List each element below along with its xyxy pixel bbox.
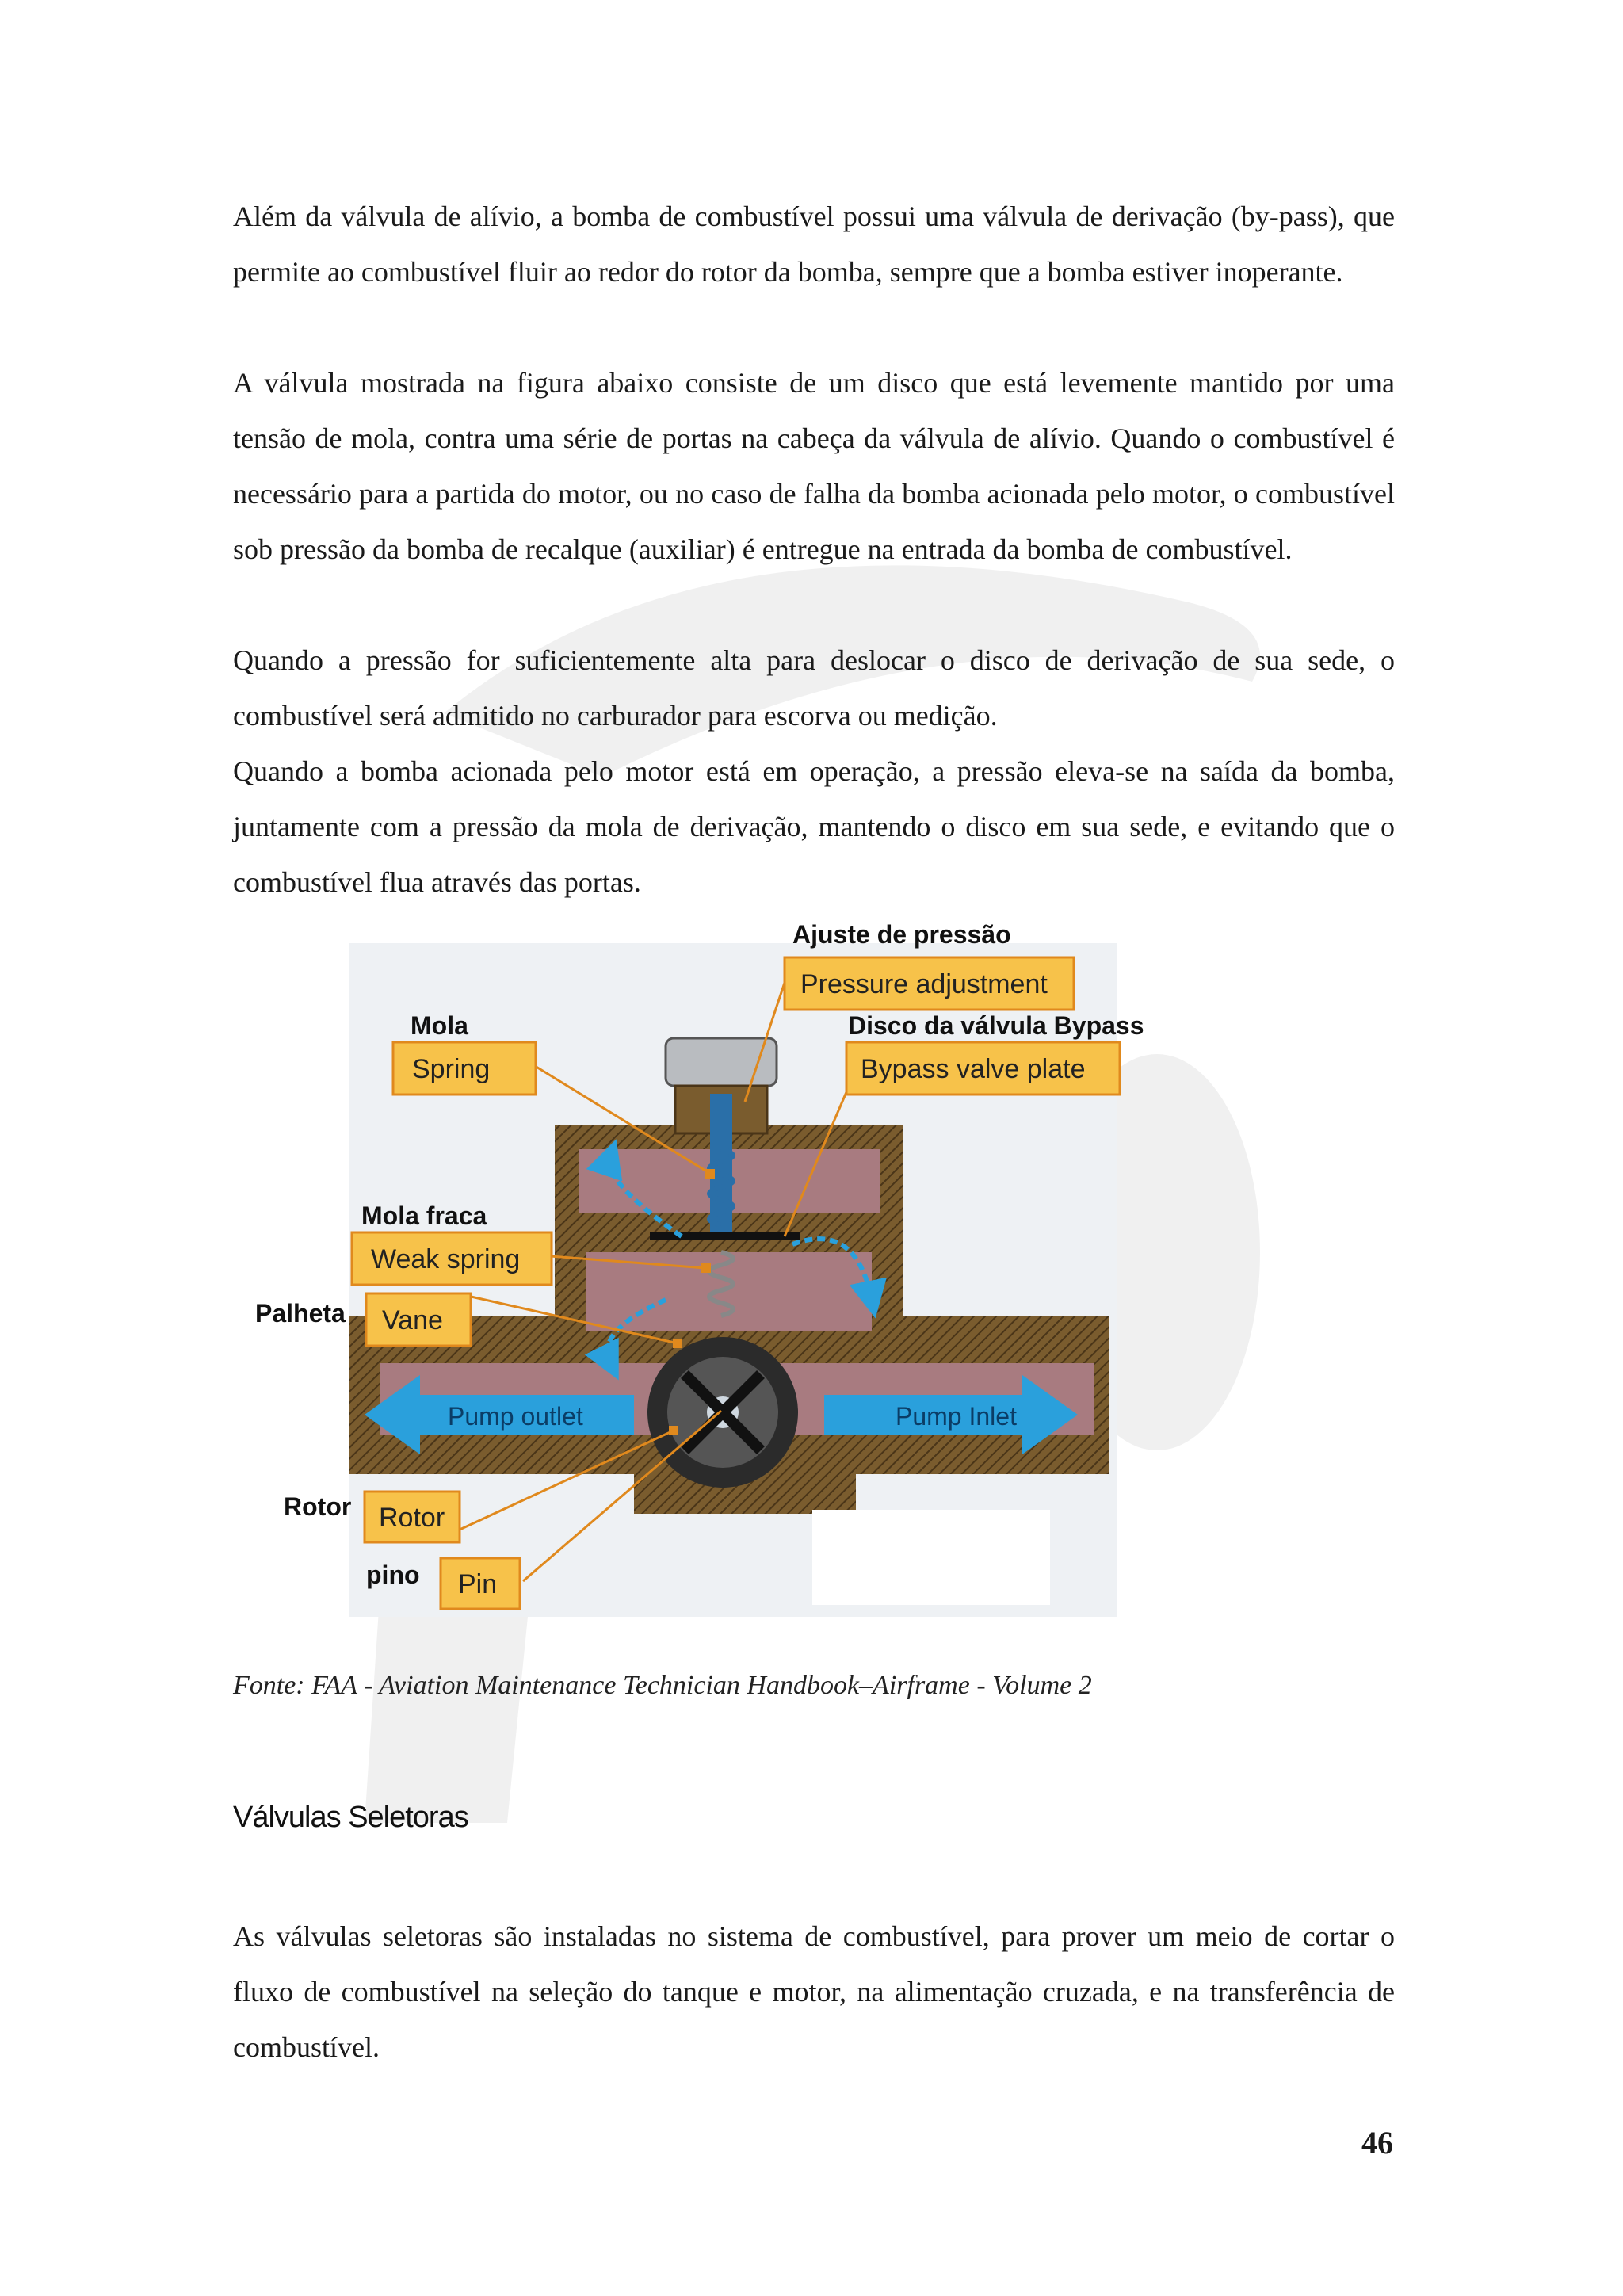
paragraph-selector-valves: As válvulas seletoras são instaladas no sistema de combustível, para prover um meio de cortar o fluxo de combustível na seleção do tanque e motor, na alimentação cruzada, e na transferência de combustível. — [233, 1920, 1395, 2063]
pump-rotor — [647, 1337, 798, 1488]
label-bypass-valve-plate — [846, 1011, 1144, 1095]
paragraph-pump-operation: Quando a bomba acionada pelo motor está em operação, a pressão eleva-se na saída da bomba, juntamente com a pressão da mola de derivação, mantendo o disco em sua sede, e evitando que o combustível flua através das portas. — [233, 755, 1395, 898]
svg-text:Palheta: Palheta — [255, 1299, 346, 1328]
svg-text:Mola fraca: Mola fraca — [361, 1201, 487, 1230]
svg-text:Ajuste de pressão: Ajuste de pressão — [792, 920, 1011, 949]
svg-text:Bypass valve plate: Bypass valve plate — [861, 1054, 1086, 1084]
blank-patch — [812, 1510, 1050, 1605]
svg-text:Vane: Vane — [382, 1305, 443, 1335]
page-number: 46 — [1361, 2125, 1393, 2160]
svg-text:Rotor: Rotor — [379, 1503, 445, 1533]
pump-inlet-label: Pump Inlet — [896, 1402, 1017, 1431]
svg-text:Mola: Mola — [411, 1011, 468, 1040]
paragraph-pressure-high: Quando a pressão for suficientemente alta para deslocar o disco de derivação de sua sede, o combustível será admitido no carburador para escorva ou medição. — [233, 644, 1395, 732]
pump-outlet-label: Pump outlet — [448, 1402, 583, 1431]
bypass-valve-plate — [650, 1232, 800, 1240]
svg-text:Rotor: Rotor — [284, 1492, 352, 1521]
svg-text:Pin: Pin — [458, 1569, 498, 1599]
svg-text:Pressure adjustment: Pressure adjustment — [800, 969, 1048, 999]
section-heading: Válvulas Seletoras — [233, 1801, 468, 1834]
svg-text:Weak spring: Weak spring — [371, 1244, 521, 1274]
paragraph-bypass-intro: Além da válvula de alívio, a bomba de combustível possui uma válvula de derivação (by-pass), que permite ao combustível fluir ao redor do rotor da bomba, sempre que a bomba estiver inoperante. — [233, 201, 1395, 288]
bypass-valve-diagram — [238, 919, 1236, 1633]
svg-text:Spring: Spring — [412, 1054, 491, 1084]
label-rotor — [284, 1492, 460, 1542]
paragraph-valve-description: A válvula mostrada na figura abaixo consiste de um disco que está levemente mantido por uma tensão de mola, contra uma série de portas na cabeça da válvula de alívio. Quando o combustível é necessário para a partida do motor, ou no caso de falha da bomba acionada pelo motor, o combustível sob pressão da bomba de recalque (auxiliar) é entregue na entrada da bomba de combustível. — [233, 367, 1395, 565]
figure-caption: Fonte: FAA - Aviation Maintenance Technician Handbook–Airframe - Volume 2 — [233, 1671, 1092, 1700]
label-pressure-adjustment — [785, 920, 1074, 1010]
svg-text:pino: pino — [366, 1561, 420, 1589]
svg-text:Disco da válvula Bypass: Disco da válvula Bypass — [848, 1011, 1144, 1040]
